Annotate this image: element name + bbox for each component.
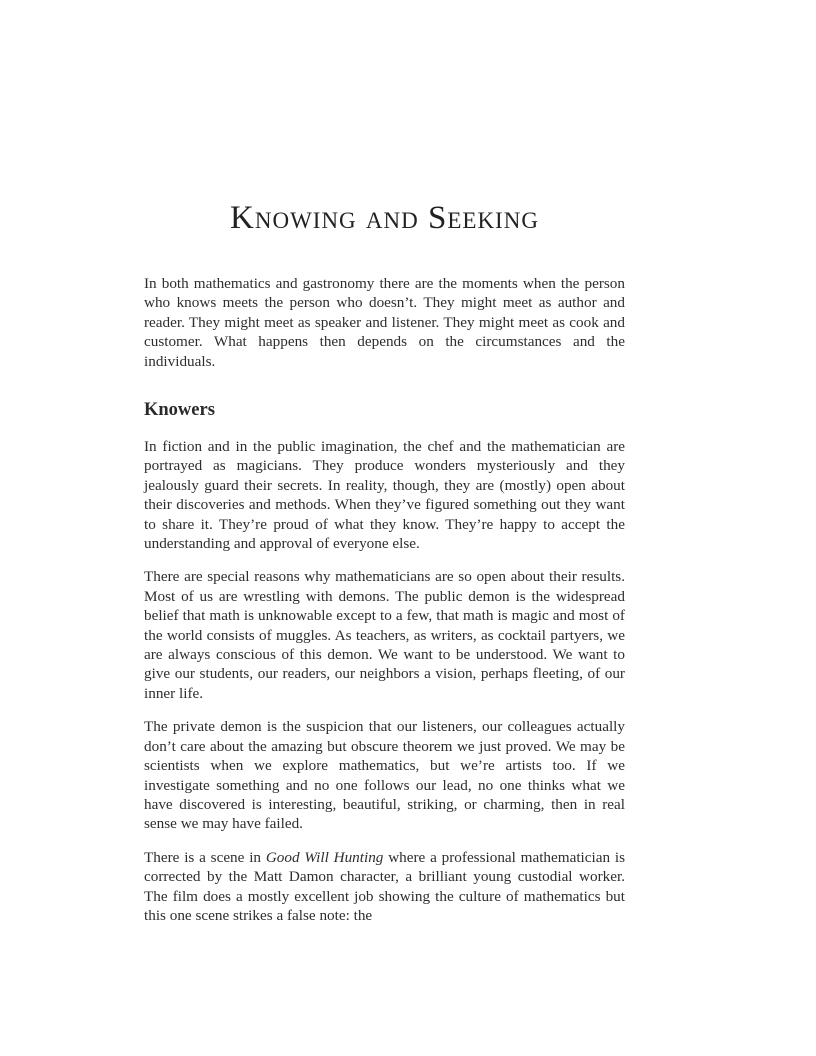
section-body xyxy=(144,437,625,939)
film-title: Good Will Hunting xyxy=(265,848,384,866)
paragraph-text-after: where a professional mathematician is corrected by the Matt Damon character, a brilliant young custodial worker. The film does a mostly excellent job showing the culture of mathematics but this one scene strikes a false note: the xyxy=(144,848,625,924)
body-paragraph-2: There are special reasons why mathematicians are so open about their results. Most of us are wrestling with demons. The public demon is the widespread belief that math is unknowable except to a few, that math is magic and most of the world consists of muggles. As teachers, as writers, as cocktail partyers, we are always conscious of this demon. We want to be understood. We want to give our students, our readers, our neighbors a vision, perhaps fleeting, of our inner life. xyxy=(144,568,625,702)
section-heading-knowers: Knowers xyxy=(144,400,215,420)
body-paragraph-3: The private demon is the suspicion that our listeners, our colleagues actually don’t care about the amazing but obscure theorem we just proved. We may be scientists when we explore mathematics, but we’re artists too. If we investigate something and no one follows our lead, no one thinks what we have discovered is interesting, beautiful, striking, or charming, then in real sense we may have failed. xyxy=(144,718,625,833)
body-paragraph-4 xyxy=(144,848,625,926)
paragraph-text-before: There is a scene in xyxy=(144,848,266,866)
intro-paragraph: In both mathematics and gastronomy there are the moments when the person who knows meets the person who doesn’t. They might meet as author and reader. They might meet as speaker and listener. They might meet as cook and customer. What happens then depends on the circumstances and the individuals. xyxy=(144,275,625,370)
body-paragraph-1: In fiction and in the public imagination, the chef and the mathematician are portrayed as magicians. They produce wonders mysteriously and they jealously guard their secrets. In reality, though, they are (mostly) open about their discoveries and methods. When they’ve figured something out they want to share it. They’re proud of what they know. They’re happy to accept the understanding and approval of everyone else. xyxy=(144,438,625,553)
intro-section xyxy=(144,274,625,385)
chapter-title: Knowing and Seeking xyxy=(230,200,539,236)
